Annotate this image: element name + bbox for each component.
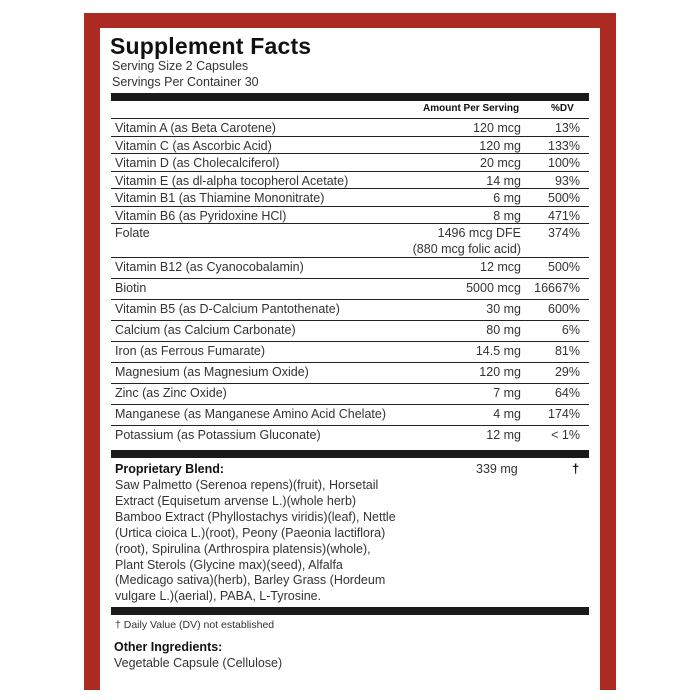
nutrient-amount: 30 mg	[486, 302, 521, 316]
blend-line: Bamboo Extract (Phyllostachys viridis)(leaf), Nettle	[115, 509, 396, 524]
nutrient-dv: 471%	[548, 208, 580, 223]
nutrient-amount: 120 mg	[479, 365, 521, 379]
row-divider	[111, 320, 589, 321]
amount-per-serving-header: Amount Per Serving	[423, 103, 520, 114]
nutrient-amount: 4 mg	[493, 407, 521, 421]
row-divider	[111, 223, 589, 224]
nutrient-name: Calcium (as Calcium Carbonate)	[115, 323, 296, 337]
nutrient-dv: 174%	[548, 407, 580, 421]
row-divider	[111, 362, 589, 363]
nutrient-dv: 16667%	[534, 281, 580, 295]
row-divider	[111, 171, 589, 172]
top-divider-bar	[111, 93, 589, 101]
nutrient-name: Magnesium (as Magnesium Oxide)	[115, 365, 309, 379]
row-divider	[111, 118, 589, 119]
row-divider	[111, 299, 589, 300]
nutrient-amount: 5000 mcg	[466, 281, 521, 295]
nutrient-dv: 100%	[548, 156, 580, 170]
blend-amount: 339 mg	[476, 462, 518, 476]
nutrient-name: Vitamin C (as Ascorbic Acid)	[115, 138, 272, 153]
row-divider	[111, 341, 589, 342]
row-divider	[111, 153, 589, 154]
nutrient-amount: 12 mg	[486, 428, 521, 442]
nutrient-amount: 120 mg	[479, 138, 521, 153]
blend-line: (Urtica cioica L.)(root), Peony (Paeonia lactiflora)	[115, 525, 386, 540]
nutrient-dv: 64%	[554, 386, 580, 400]
nutrient-dv: 81%	[554, 344, 580, 358]
nutrient-name: Folate	[115, 226, 150, 240]
row-divider	[111, 425, 589, 426]
nutrient-name: Manganese (as Manganese Amino Acid Chelate)	[115, 407, 386, 421]
nutrient-amount: 1496 mcg DFE	[437, 226, 521, 240]
serving-size: Serving Size 2 Capsules	[112, 59, 249, 73]
nutrient-name: Vitamin B5 (as D-Calcium Pantothenate)	[115, 302, 340, 316]
blend-line: Plant Sterols (Glycine max)(seed), Alfalfa	[115, 557, 343, 572]
dv-header: %DV	[551, 103, 574, 114]
footnote: † Daily Value (DV) not established	[115, 619, 275, 631]
servings-per-container: Servings Per Container 30	[112, 75, 259, 89]
nutrient-dv: 133%	[548, 138, 580, 153]
nutrient-dv: 500%	[548, 260, 580, 274]
row-divider	[111, 257, 589, 258]
nutrient-name: Vitamin A (as Beta Carotene)	[115, 121, 276, 135]
nutrient-name: Iron (as Ferrous Fumarate)	[115, 344, 266, 358]
nutrient-amount: 14.5 mg	[475, 344, 521, 358]
nutrient-amount: 6 mg	[493, 191, 521, 205]
nutrient-name: Zinc (as Zinc Oxide)	[115, 386, 227, 400]
nutrient-dv: < 1%	[551, 428, 580, 442]
blend-title: Proprietary Blend:	[115, 462, 225, 476]
other-ingredients-text: Vegetable Capsule (Cellulose)	[114, 656, 283, 670]
blend-line: (Medicago sativa)(herb), Barley Grass (Hordeum	[115, 573, 386, 588]
row-divider	[111, 404, 589, 405]
nutrient-dv: 374%	[548, 226, 580, 240]
blend-line: (root), Spirulina (Arthrospira platensis)(whole),	[115, 541, 371, 556]
nutrient-amount: 120 mcg	[473, 121, 521, 135]
nutrient-amount: 12 mcg	[480, 260, 521, 274]
nutrient-amount-secondary: (880 mcg folic acid)	[412, 242, 521, 256]
row-divider	[111, 206, 589, 207]
nutrient-dv: 6%	[561, 323, 580, 337]
blend-divider-bar	[111, 450, 589, 458]
nutrient-name: Vitamin D (as Cholecalciferol)	[115, 156, 280, 170]
blend-line: vulgare L.)(aerial), PABA, L-Tyrosine.	[115, 589, 322, 604]
blend-line: Extract (Equisetum arvense L.)(whole herb)	[115, 493, 357, 508]
row-divider	[111, 136, 589, 137]
bottom-divider-bar	[111, 607, 589, 615]
other-ingredients-title: Other Ingredients:	[114, 640, 223, 654]
nutrient-amount: 80 mg	[486, 323, 521, 337]
nutrient-dv: 13%	[554, 121, 580, 135]
row-divider	[111, 188, 589, 189]
blend-dv-dagger: †	[572, 461, 580, 476]
nutrient-dv: 93%	[554, 173, 580, 188]
nutrient-amount: 14 mg	[486, 173, 521, 188]
nutrient-name: Vitamin B6 (as Pyridoxine HCl)	[115, 208, 287, 223]
page-title: Supplement Facts	[110, 33, 312, 59]
row-divider	[111, 383, 589, 384]
nutrient-name: Potassium (as Potassium Gluconate)	[115, 428, 321, 442]
nutrient-name: Vitamin B1 (as Thiamine Mononitrate)	[115, 191, 325, 205]
nutrient-amount: 20 mcg	[480, 156, 521, 170]
blend-ingredients	[115, 478, 415, 605]
nutrient-name: Vitamin B12 (as Cyanocobalamin)	[115, 260, 304, 274]
blend-line: Saw Palmetto (Serenoa repens)(fruit), Horsetail	[115, 478, 379, 492]
nutrient-name: Vitamin E (as dl-alpha tocopherol Acetate)	[115, 173, 349, 188]
nutrient-amount: 8 mg	[493, 208, 521, 223]
nutrient-amount: 7 mg	[493, 386, 521, 400]
row-divider	[111, 278, 589, 279]
nutrient-dv: 29%	[554, 365, 580, 379]
nutrient-dv: 600%	[548, 302, 580, 316]
nutrient-dv: 500%	[548, 191, 580, 205]
nutrient-name: Biotin	[115, 281, 147, 295]
